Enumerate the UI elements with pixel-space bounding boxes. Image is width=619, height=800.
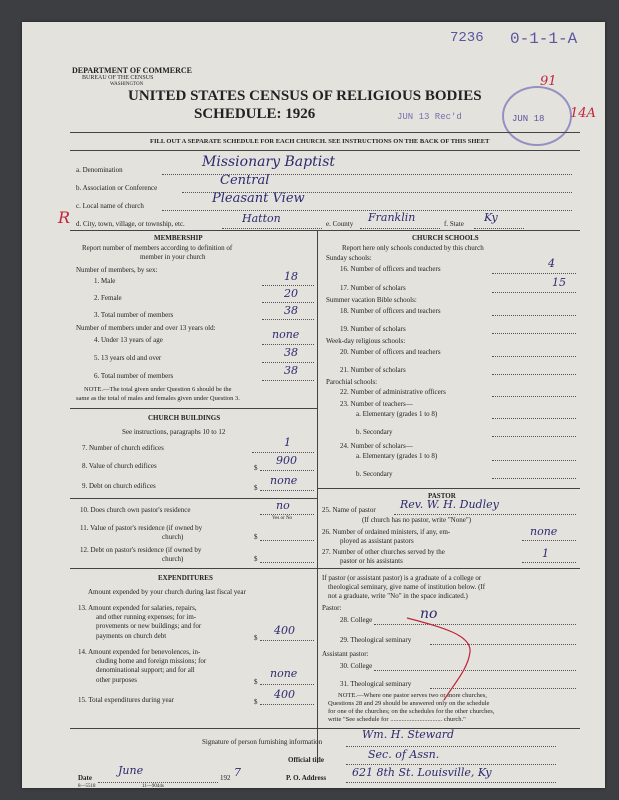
received-stamp: JUN 13 Rec'd [397,112,462,122]
yes-no-hint: Yes or No [272,516,293,521]
form-code-2: 11—9044s [142,784,164,789]
q15-value: 400 [274,688,295,701]
q1-value: 18 [284,270,298,283]
q13-value: 400 [274,624,295,637]
form-title: UNITED STATES CENSUS OF RELIGIOUS BODIES [128,88,482,104]
summer-schools-label: Summer vacation Bible schools: [326,296,417,304]
rule [70,408,317,409]
q11-label: church) [162,533,184,541]
signature-label: Signature of person furnishing information [202,738,323,746]
q28-label: 28. College [340,616,373,624]
rule [70,568,317,569]
membership-intro: member in your church [140,253,206,261]
fill-line [346,764,556,765]
q3-label: 3. Total number of members [94,311,174,319]
county-label: e. County [326,220,354,228]
fill-line [474,228,524,229]
membership-title: MEMBERSHIP [154,234,203,242]
q28-value: no [420,606,438,622]
sunday-schools-label: Sunday schools: [326,254,372,262]
fill-line [492,396,576,397]
fill-line [262,285,314,286]
fill-line [260,562,314,563]
pastor-note: NOTE.—Where one pastor serves two or more churches, [338,692,487,699]
q24-label: 24. Number of scholars— [340,442,413,450]
q20-label: 20. Number of officers and teachers [340,348,441,356]
fill-line [98,782,218,783]
city-label: d. City, town, village, or township, etc. [76,220,185,228]
q12-label: 12. Debt on pastor's residence (if owned by [80,546,202,554]
q10-value: no [276,499,290,512]
q7-label: 7. Number of church edifices [82,444,164,452]
q13-label: and other running expenses; for im- [96,613,197,621]
fill-line [260,704,314,705]
dollar-sign: $ [254,484,258,492]
dollar-sign: $ [254,634,258,642]
membership-age-intro: Number of members under and over 13 years old: [76,324,216,332]
q13-label: 13. Amount expended for salaries, repairs, [78,604,197,612]
red-mark-14a: 14A [570,106,596,121]
schools-intro: Report here only schools conducted by this church [342,244,484,252]
q26-label: 26. Number of ordained ministers, if any, em- [322,528,451,536]
census-schedule-sheet [22,22,605,788]
fill-line [394,514,576,515]
dollar-sign: $ [254,533,258,541]
file-code: 0-1-1-A [510,30,578,48]
fill-line [492,418,576,419]
q6-label: 6. Total number of members [94,372,174,380]
year-digit: 7 [234,766,241,779]
fill-line [492,333,576,334]
q1-label: 1. Male [94,277,116,285]
po-address-value: 621 8th St. Louisville, Ky [352,766,492,779]
q9-value: none [270,474,298,487]
q10-label: 10. Does church own pastor's residence [80,506,191,514]
dollar-sign: $ [254,678,258,686]
q17-label: 17. Number of scholars [340,284,406,292]
fill-line [492,315,576,316]
q29-label: 29. Theological seminary [340,636,412,644]
q13-label: payments on church debt [96,632,167,640]
dollar-sign: $ [254,555,258,563]
column-divider [317,230,318,763]
dept-name: DEPARTMENT OF COMMERCE [72,66,193,75]
q5-label: 5. 13 years old and over [94,354,162,362]
fill-line [262,302,314,303]
q25-note: (If church has no pastor, write "None") [362,516,472,524]
fill-line [492,460,576,461]
q14-label: 14. Amount expended for benevolences, in- [78,648,201,656]
fill-line [262,380,314,381]
q26-value: none [530,525,558,538]
pastor-note: write "See schedule for ................................ church." [328,716,466,723]
fill-line [260,514,314,515]
q5-value: 38 [284,346,298,359]
membership-intro: Report number of members according to definition of [82,244,233,252]
schedule-title: SCHEDULE: 1926 [194,106,316,122]
fill-line [252,452,314,453]
stamp-number: 7236 [450,30,484,46]
q22-label: 22. Number of administrative officers [340,388,446,396]
instructions: FILL OUT A SEPARATE SCHEDULE FOR EACH CHURCH. SEE INSTRUCTIONS ON THE BACK OF THIS SHEET [150,138,490,145]
q23b-label: b. Secondary [356,428,393,436]
fill-line [260,640,314,641]
dollar-sign: $ [254,698,258,706]
q27-value: 1 [542,547,549,560]
q31-label: 31. Theological seminary [340,680,412,688]
fill-line [262,344,314,345]
graduate-instructions: theological seminary, give name of institution below. (If [328,583,486,591]
denomination-label: a. Denomination [76,166,123,174]
buildings-intro: See instructions, paragraphs 10 to 12 [122,428,226,436]
q16-label: 16. Number of officers and teachers [340,265,441,273]
membership-note: NOTE.—The total given under Question 6 should be the [84,386,232,393]
q23a-label: a. Elementary (grades 1 to 8) [356,410,438,418]
date-label: Date [78,774,92,782]
q2-value: 20 [284,287,298,300]
fill-line [492,436,576,437]
q6-value: 38 [284,364,298,377]
q14-label: other purposes [96,676,138,684]
fill-line [360,228,440,229]
fill-line [522,540,576,541]
fill-line [346,746,556,747]
q17-value: 15 [552,276,566,289]
pastor-note: Questions 28 and 29 should be answered only on the schedule [328,700,490,707]
q27-label: pastor or his assistants [340,557,403,565]
fill-line [346,782,556,783]
q7-value: 1 [284,436,291,449]
fill-line [492,273,576,274]
fill-line [260,490,314,491]
official-title-value: Sec. of Assn. [368,748,440,761]
seal-date: JUN 18 [512,114,545,124]
expenditures-intro: Amount expended by your church during last fiscal year [88,588,246,596]
fill-line [262,362,314,363]
graduate-instructions: not a graduate, write "No" in the space indicated.) [328,592,468,600]
church-name-value: Pleasant View [212,191,305,206]
red-mark-91: 91 [540,74,557,89]
bureau-name: BUREAU OF THE CENSUS [82,75,154,81]
q11-label: 11. Value of pastor's residence (if owned by [80,524,203,532]
po-address-label: P. O. Address [286,774,327,782]
dollar-sign: $ [254,464,258,472]
rule [317,488,580,489]
rule [70,230,580,231]
q14-value: none [270,667,298,680]
association-value: Central [220,173,270,188]
q19-label: 19. Number of scholars [340,325,406,333]
q2-label: 2. Female [94,294,122,302]
date-value: June [118,764,144,777]
q16-value: 4 [548,257,555,270]
rule [70,132,580,133]
q24a-label: a. Elementary (grades 1 to 8) [356,452,438,460]
fill-line [260,470,314,471]
red-annotation-curve-icon [402,614,512,704]
q15-label: 15. Total expenditures during year [78,696,174,704]
q3-value: 38 [284,304,298,317]
q8-value: 900 [276,454,297,467]
weekday-schools-label: Week-day religious schools: [326,337,406,345]
pastor-note: for one of the churches; on the schedules for the other churches, [328,708,495,715]
church-name-label: c. Local name of church [76,202,144,210]
fill-line [492,374,576,375]
fill-line [262,319,314,320]
year-prefix: 192 [220,774,231,782]
q12-label: church) [162,555,184,563]
q13-label: provements or new buildings; and for [96,622,202,630]
state-value: Ky [484,211,498,224]
fill-line [492,292,576,293]
fill-line [162,210,572,211]
county-value: Franklin [368,211,416,224]
q25-value: Rev. W. H. Dudley [400,498,499,511]
fill-line [522,562,576,563]
q25-label: 25. Name of pastor [322,506,376,514]
q18-label: 18. Number of officers and teachers [340,307,441,315]
fill-line [260,540,314,541]
membership-by-sex: Number of members, by sex: [76,266,158,274]
association-label: b. Association or Conference [76,184,158,192]
fill-line [492,478,576,479]
q30-label: 30. College [340,662,373,670]
q9-label: 9. Debt on church edifices [82,482,156,490]
membership-note: same as the total of males and females given under Question 3. [76,395,240,402]
rule [70,150,580,151]
q8-label: 8. Value of church edifices [82,462,157,470]
pastor-title: PASTOR [428,492,456,500]
q14-label: cluding home and foreign missions; for [96,657,207,665]
buildings-title: CHURCH BUILDINGS [148,414,221,422]
assistant-pastor-subhead: Assistant pastor: [322,650,369,658]
rule [70,728,580,729]
fill-line [260,684,314,685]
rule [317,568,580,569]
form-code: 8—5518 [78,784,96,789]
city-value: Hatton [242,212,281,225]
parochial-schools-label: Parochial schools: [326,378,378,386]
signature-value: Wm. H. Steward [362,728,455,741]
official-title-label: Official title [288,756,324,764]
q26-label: ployed as assistant pastors [340,537,414,545]
q14-label: denominational support; and for all [96,666,195,674]
fill-line [222,228,322,229]
expenditures-title: EXPENDITURES [158,574,213,582]
city-name: WASHINGTON [110,82,144,87]
q21-label: 21. Number of scholars [340,366,406,374]
q27-label: 27. Number of other churches served by the [322,548,445,556]
q4-label: 4. Under 13 years of age [94,336,163,344]
graduate-instructions: If pastor (or assistant pastor) is a graduate of a college or [322,574,482,582]
fill-line [492,356,576,357]
q23-label: 23. Number of teachers— [340,400,413,408]
q24b-label: b. Secondary [356,470,393,478]
schools-title: CHURCH SCHOOLS [412,234,479,242]
red-r-mark: R [58,208,71,227]
pastor-subhead: Pastor: [322,604,342,612]
state-label: f. State [444,220,464,228]
q4-value: none [272,328,300,341]
denomination-value: Missionary Baptist [202,154,336,170]
